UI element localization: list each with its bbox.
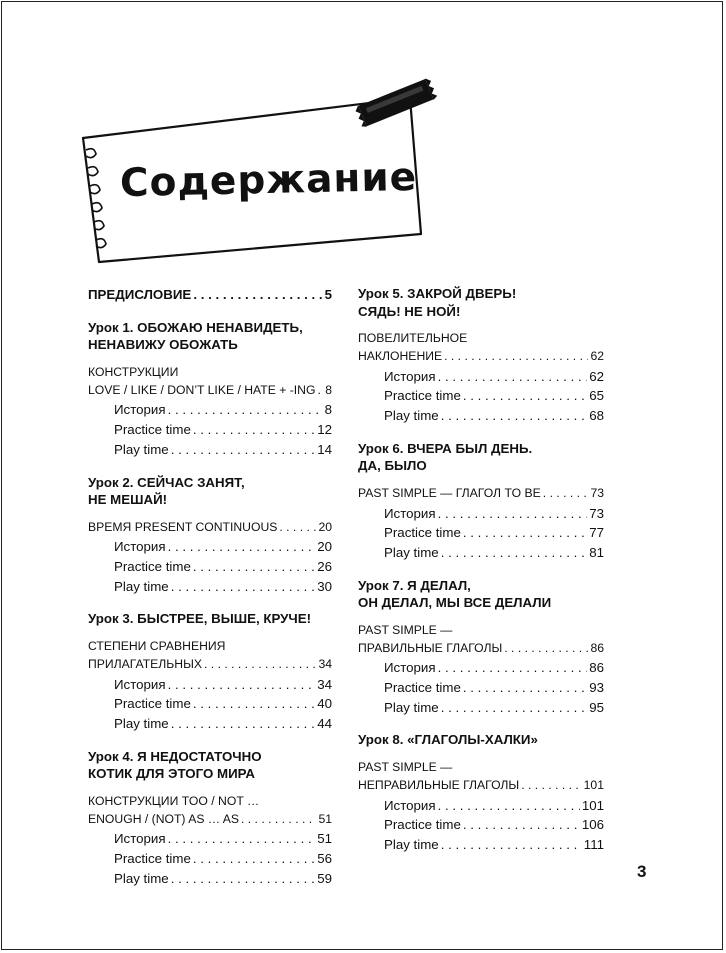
entry-label: История xyxy=(114,402,166,418)
toc-sub-entry[interactable] xyxy=(88,829,332,849)
lesson-heading-line: ДА, БЫЛО xyxy=(358,458,427,474)
entry-label: Practice time xyxy=(114,851,191,867)
lesson-heading-line: Урок 6. ВЧЕРА БЫЛ ДЕНЬ. xyxy=(358,440,533,456)
lesson-heading[interactable] xyxy=(88,748,332,783)
lesson-heading-line: ОН ДЕЛАЛ, МЫ ВСЕ ДЕЛАЛИ xyxy=(358,595,552,611)
toc-lesson-6 xyxy=(358,440,604,563)
section-row xyxy=(358,347,604,367)
entry-page: 20 xyxy=(318,519,332,534)
toc-preface xyxy=(88,285,332,305)
toc-sub-entry[interactable] xyxy=(88,400,332,420)
leader-dots xyxy=(521,776,581,796)
leader-dots xyxy=(463,523,587,543)
section-row xyxy=(88,381,332,401)
section-line: ВРЕМЯ PRESENT CONTINUOUS xyxy=(88,519,278,534)
entry-label: История xyxy=(384,660,436,676)
leader-dots xyxy=(463,815,580,835)
lesson-heading-line: Урок 2. СЕЙЧАС ЗАНЯТ, xyxy=(88,474,245,490)
lesson-heading[interactable] xyxy=(358,285,604,320)
entry-page: 73 xyxy=(589,505,604,521)
entry-label: Play time xyxy=(114,441,169,457)
toc-sub-entry[interactable] xyxy=(358,523,604,543)
section-line: LOVE / LIKE / DON’T LIKE / HATE + -ING xyxy=(88,382,316,397)
leader-dots xyxy=(168,537,316,557)
leader-dots xyxy=(204,655,316,675)
leader-dots xyxy=(171,577,316,597)
section-row xyxy=(88,518,332,538)
toc-right-column xyxy=(358,285,604,869)
section-entry[interactable] xyxy=(358,758,604,796)
entry-page: 106 xyxy=(581,817,604,833)
entry-page: 77 xyxy=(589,525,604,541)
lesson-heading-line: НЕНАВИЖУ ОБОЖАТЬ xyxy=(88,337,238,353)
leader-dots xyxy=(193,285,322,305)
entry-label: Play time xyxy=(384,837,439,853)
entry-page: 101 xyxy=(581,797,604,813)
entry-page: 86 xyxy=(590,640,604,655)
entry-page: 62 xyxy=(590,349,604,363)
entry-page: 62 xyxy=(589,368,604,384)
toc-sub-entry[interactable] xyxy=(358,678,604,698)
entry-page: 14 xyxy=(317,441,332,457)
section-line: ПОВЕЛИТЕЛЬНОЕ xyxy=(358,331,468,345)
entry-label: Play time xyxy=(384,408,439,424)
section-line: PAST SIMPLE — ГЛАГОЛ TO BE xyxy=(358,485,541,500)
toc-sub-entry[interactable] xyxy=(88,420,332,440)
toc-sub-entry[interactable] xyxy=(358,406,604,426)
section-line: СТЕПЕНИ СРАВНЕНИЯ xyxy=(88,638,226,653)
entry-page: 65 xyxy=(589,388,604,404)
entry-page: 95 xyxy=(589,699,604,715)
entry-label: Play time xyxy=(114,715,169,731)
section-row xyxy=(88,810,332,830)
toc-lesson-1 xyxy=(88,319,332,460)
leader-dots xyxy=(441,698,588,718)
toc-sub-entry[interactable] xyxy=(88,675,332,695)
section-line: PAST SIMPLE — xyxy=(358,622,453,637)
section-entry[interactable] xyxy=(88,518,332,538)
lesson-heading-line: СЯДЬ! НЕ НОЙ! xyxy=(358,303,461,319)
section-entry[interactable] xyxy=(358,621,604,659)
leader-dots xyxy=(171,714,316,734)
section-line: КОНСТРУКЦИИ xyxy=(88,364,179,379)
entry-label: Play time xyxy=(114,578,169,594)
entry-page: 44 xyxy=(317,715,332,731)
lesson-heading-line: Урок 4. Я НЕДОСТАТОЧНО xyxy=(88,748,262,764)
entry-page: 8 xyxy=(324,402,332,418)
leader-dots xyxy=(168,675,316,695)
toc-sub-entry[interactable] xyxy=(88,440,332,460)
toc-lesson-2 xyxy=(88,474,332,597)
leader-dots xyxy=(171,440,316,460)
leader-dots xyxy=(463,678,587,698)
lesson-heading-line: Урок 3. БЫСТРЕЕ, ВЫШЕ, КРУЧЕ! xyxy=(88,611,312,627)
leader-dots xyxy=(504,639,588,659)
section-line: ENOUGH / (NOT) AS … AS xyxy=(88,811,240,826)
leader-dots xyxy=(444,347,588,367)
page-title: Содержание xyxy=(119,154,418,207)
entry-page: 86 xyxy=(589,660,604,676)
entry-page: 5 xyxy=(324,287,332,302)
entry-page: 40 xyxy=(317,696,332,712)
entry-page: 51 xyxy=(318,811,332,826)
lesson-heading[interactable] xyxy=(88,319,332,354)
entry-label: Practice time xyxy=(384,680,461,696)
entry-page: 51 xyxy=(317,831,332,847)
leader-dots xyxy=(438,367,588,387)
entry-label: Play time xyxy=(114,870,169,886)
entry-label: Practice time xyxy=(384,388,461,404)
section-row xyxy=(358,776,604,796)
entry-page: 93 xyxy=(589,680,604,696)
section-row xyxy=(358,639,604,659)
toc-left-column xyxy=(88,285,332,902)
lesson-heading[interactable] xyxy=(88,474,332,509)
toc-sub-entry[interactable] xyxy=(358,543,604,563)
entry-label: Play time xyxy=(384,699,439,715)
entry-label: История xyxy=(384,505,436,521)
leader-dots xyxy=(193,420,315,440)
section-line: НЕПРАВИЛЬНЫЕ ГЛАГОЛЫ xyxy=(358,777,520,792)
leader-dots xyxy=(317,381,323,401)
toc-sub-entry[interactable] xyxy=(358,386,604,406)
toc-sub-entry[interactable] xyxy=(88,849,332,869)
entry-page: 59 xyxy=(317,870,332,886)
entry-label: История xyxy=(384,797,436,813)
leader-dots xyxy=(463,386,587,406)
section-row xyxy=(358,484,604,504)
leader-dots xyxy=(543,484,589,504)
toc-sub-entry[interactable] xyxy=(358,367,604,387)
section-entry[interactable] xyxy=(358,329,604,367)
section-line: ПРИЛАГАТЕЛЬНЫХ xyxy=(88,656,203,671)
entry-page: 34 xyxy=(317,676,332,692)
leader-dots xyxy=(193,849,315,869)
toc-lesson-3 xyxy=(88,610,332,733)
entry-label: История xyxy=(114,676,166,692)
leader-dots xyxy=(441,543,588,563)
toc-sub-entry[interactable] xyxy=(358,504,604,524)
section-row xyxy=(88,655,332,675)
entry-page: 81 xyxy=(589,544,604,560)
toc-sub-entry[interactable] xyxy=(88,714,332,734)
entry-page: 34 xyxy=(318,656,332,671)
toc-sub-entry[interactable] xyxy=(358,698,604,718)
entry-label: ПРЕДИСЛОВИЕ xyxy=(88,287,192,302)
section-entry[interactable] xyxy=(88,637,332,675)
leader-dots xyxy=(171,869,316,889)
toc-sub-entry[interactable] xyxy=(88,577,332,597)
entry-page: 101 xyxy=(583,777,604,792)
section-line: PAST SIMPLE — xyxy=(358,759,453,774)
leader-dots xyxy=(279,518,316,538)
toc-lesson-8 xyxy=(358,731,604,854)
toc-sub-entry[interactable] xyxy=(358,835,604,855)
leader-dots xyxy=(168,829,316,849)
entry-label: История xyxy=(384,368,436,384)
entry-page: 73 xyxy=(590,485,604,500)
section-entry[interactable] xyxy=(88,792,332,830)
lesson-heading[interactable] xyxy=(358,731,604,749)
section-line: КОНСТРУКЦИИ TOO / NOT … xyxy=(88,793,260,808)
section-line: ПРАВИЛЬНЫЕ ГЛАГОЛЫ xyxy=(358,640,503,655)
entry-page: 111 xyxy=(583,837,604,853)
lesson-heading-line: КОТИК ДЛЯ ЭТОГО МИРА xyxy=(88,766,255,782)
toc-sub-entry[interactable] xyxy=(358,796,604,816)
lesson-heading-line: Урок 1. ОБОЖАЮ НЕНАВИДЕТЬ, xyxy=(88,319,303,335)
lesson-heading-line: НЕ МЕШАЙ! xyxy=(88,492,168,508)
entry-page: 56 xyxy=(317,851,332,867)
leader-dots xyxy=(193,694,315,714)
section-entry[interactable] xyxy=(358,484,604,504)
leader-dots xyxy=(241,810,316,830)
leader-dots xyxy=(193,557,315,577)
entry-page: 12 xyxy=(317,422,332,438)
toc-sub-entry[interactable] xyxy=(88,869,332,889)
page-number: 3 xyxy=(637,862,647,881)
entry-page: 8 xyxy=(325,382,332,397)
lesson-heading[interactable] xyxy=(88,610,332,628)
leader-dots xyxy=(441,406,588,426)
leader-dots xyxy=(438,796,580,816)
leader-dots xyxy=(438,504,588,524)
entry-page: 30 xyxy=(317,578,332,594)
lesson-heading-line: Урок 7. Я ДЕЛАЛ, xyxy=(358,577,471,593)
entry-page: 20 xyxy=(317,539,332,555)
lesson-heading-line: Урок 5. ЗАКРОЙ ДВЕРЬ! xyxy=(358,286,517,301)
lesson-heading[interactable] xyxy=(358,440,604,475)
entry-label: Play time xyxy=(384,544,439,560)
lesson-heading[interactable] xyxy=(358,577,604,612)
toc-entry-preface[interactable] xyxy=(88,285,332,305)
entry-label: Practice time xyxy=(384,525,461,541)
leader-dots xyxy=(168,400,323,420)
section-entry[interactable] xyxy=(88,363,332,401)
toc-sub-entry[interactable] xyxy=(88,537,332,557)
toc-lesson-7 xyxy=(358,577,604,718)
toc-sub-entry[interactable] xyxy=(358,658,604,678)
entry-label: История xyxy=(114,539,166,555)
toc-sub-entry[interactable] xyxy=(88,694,332,714)
leader-dots xyxy=(441,835,582,855)
toc-sub-entry[interactable] xyxy=(88,557,332,577)
entry-label: Practice time xyxy=(114,696,191,712)
entry-label: История xyxy=(114,831,166,847)
toc-sub-entry[interactable] xyxy=(358,815,604,835)
lesson-heading-line: Урок 8. «ГЛАГОЛЫ-ХАЛКИ» xyxy=(358,732,538,748)
leader-dots xyxy=(438,658,588,678)
entry-label: Practice time xyxy=(114,422,191,438)
entry-page: 68 xyxy=(589,408,604,424)
entry-page: 26 xyxy=(317,558,332,574)
entry-label: Practice time xyxy=(384,817,461,833)
entry-label: Practice time xyxy=(114,558,191,574)
toc-lesson-5 xyxy=(358,285,604,426)
section-line: НАКЛОНЕНИЕ xyxy=(358,349,443,363)
toc-lesson-4 xyxy=(88,748,332,889)
title-card xyxy=(0,0,726,290)
